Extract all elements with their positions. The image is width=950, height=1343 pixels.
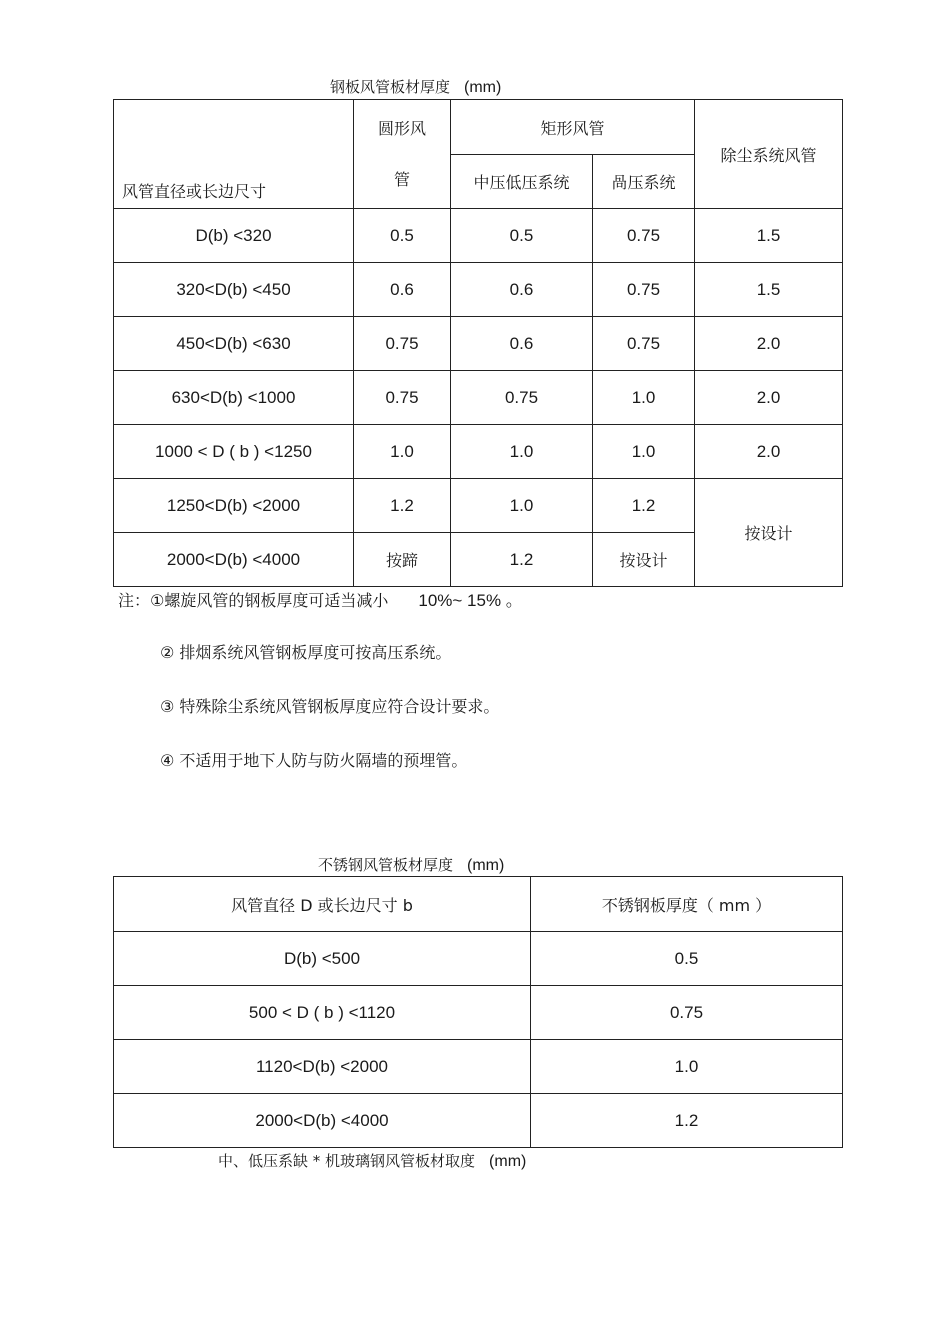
header-round-bottom: 管 bbox=[393, 170, 410, 189]
note-1-percent: 10%~ 15% 。 bbox=[418, 591, 523, 610]
table-row bbox=[114, 479, 843, 533]
header-size: 风管直径 D 或长边尺寸 b bbox=[114, 877, 531, 932]
table-header-row bbox=[114, 877, 843, 932]
table-row bbox=[114, 317, 843, 371]
dust-cell: 2.0 bbox=[695, 371, 843, 425]
dust-cell: 1.5 bbox=[695, 263, 843, 317]
mid-low-cell: 1.2 bbox=[451, 533, 593, 587]
header-round-top: 圆形风 bbox=[377, 119, 426, 138]
size-cell: 1000 < D ( b ) <1250 bbox=[114, 425, 354, 479]
thickness-cell: 0.5 bbox=[531, 932, 843, 986]
header-rect-high: 咼压系统 bbox=[593, 155, 695, 209]
table-row bbox=[114, 425, 843, 479]
high-cell: 按设计 bbox=[593, 533, 695, 587]
header-dust: 除尘系统风管 bbox=[695, 100, 843, 209]
table1-caption-unit: (mm) bbox=[464, 79, 502, 96]
mid-low-cell: 0.5 bbox=[451, 209, 593, 263]
header-rect-group: 矩形风管 bbox=[451, 100, 695, 155]
round-cell: 0.75 bbox=[354, 371, 451, 425]
header-thickness: 不锈钢板厚度（ mm ） bbox=[531, 877, 843, 932]
round-cell: 0.5 bbox=[354, 209, 451, 263]
steel-duct-thickness-table bbox=[113, 99, 843, 587]
round-cell: 按蹄 bbox=[354, 533, 451, 587]
note-1-text: 注：①螺旋风管的钢板厚度可适当减小 bbox=[118, 591, 389, 610]
high-cell: 0.75 bbox=[593, 263, 695, 317]
size-cell: 2000<D(b) <4000 bbox=[114, 1094, 531, 1148]
table3-caption-title: 中、低压系缺 * 机玻璃钢风管板材取度 bbox=[218, 1152, 476, 1170]
size-cell: D(b) <500 bbox=[114, 932, 531, 986]
size-cell: D(b) <320 bbox=[114, 209, 354, 263]
note-4: ④ 不适用于地下人防与防火隔墙的预埋管。 bbox=[160, 751, 468, 770]
header-rect-mid-low: 中压低压系统 bbox=[451, 155, 593, 209]
table2-caption-unit: (mm) bbox=[467, 857, 505, 874]
table-row bbox=[114, 371, 843, 425]
thickness-cell: 1.2 bbox=[531, 1094, 843, 1148]
mid-low-cell: 1.0 bbox=[451, 425, 593, 479]
note-1 bbox=[118, 586, 523, 611]
table3-caption-unit: (mm) bbox=[489, 1153, 527, 1170]
table-row bbox=[114, 263, 843, 317]
table2-caption-title: 不锈钢风管板材厚度 bbox=[318, 856, 454, 874]
header-size-cell bbox=[114, 100, 354, 209]
size-cell: 1250<D(b) <2000 bbox=[114, 479, 354, 533]
table-row bbox=[114, 986, 843, 1040]
round-cell: 1.0 bbox=[354, 425, 451, 479]
mid-low-cell: 0.75 bbox=[451, 371, 593, 425]
round-cell: 1.2 bbox=[354, 479, 451, 533]
high-cell: 0.75 bbox=[593, 317, 695, 371]
size-cell: 320<D(b) <450 bbox=[114, 263, 354, 317]
mid-low-cell: 0.6 bbox=[451, 317, 593, 371]
high-cell: 1.0 bbox=[593, 371, 695, 425]
table1-caption bbox=[330, 76, 501, 97]
round-cell: 0.6 bbox=[354, 263, 451, 317]
size-cell: 630<D(b) <1000 bbox=[114, 371, 354, 425]
thickness-cell: 0.75 bbox=[531, 986, 843, 1040]
header-round-cell bbox=[354, 100, 451, 209]
size-cell: 500 < D ( b ) <1120 bbox=[114, 986, 531, 1040]
size-cell: 1120<D(b) <2000 bbox=[114, 1040, 531, 1094]
dust-cell-merged: 按设计 bbox=[695, 479, 843, 587]
stainless-duct-thickness-table bbox=[113, 876, 843, 1148]
size-cell: 450<D(b) <630 bbox=[114, 317, 354, 371]
mid-low-cell: 0.6 bbox=[451, 263, 593, 317]
table-row bbox=[114, 1040, 843, 1094]
high-cell: 0.75 bbox=[593, 209, 695, 263]
high-cell: 1.2 bbox=[593, 479, 695, 533]
round-cell: 0.75 bbox=[354, 317, 451, 371]
table-row bbox=[114, 209, 843, 263]
table-row bbox=[114, 1094, 843, 1148]
header-size-label: 风管直径或长边尺寸 bbox=[122, 182, 267, 201]
note-3: ③ 特殊除尘系统风管钢板厚度应符合设计要求。 bbox=[160, 697, 500, 716]
table3-caption bbox=[218, 1150, 526, 1171]
table1-caption-title: 钢板风管板材厚度 bbox=[330, 78, 451, 96]
thickness-cell: 1.0 bbox=[531, 1040, 843, 1094]
note-2: ② 排烟系统风管钢板厚度可按高压系统。 bbox=[160, 643, 452, 662]
table2-caption bbox=[318, 854, 504, 875]
table-row bbox=[114, 932, 843, 986]
mid-low-cell: 1.0 bbox=[451, 479, 593, 533]
dust-cell: 2.0 bbox=[695, 425, 843, 479]
dust-cell: 1.5 bbox=[695, 209, 843, 263]
dust-cell: 2.0 bbox=[695, 317, 843, 371]
size-cell: 2000<D(b) <4000 bbox=[114, 533, 354, 587]
high-cell: 1.0 bbox=[593, 425, 695, 479]
